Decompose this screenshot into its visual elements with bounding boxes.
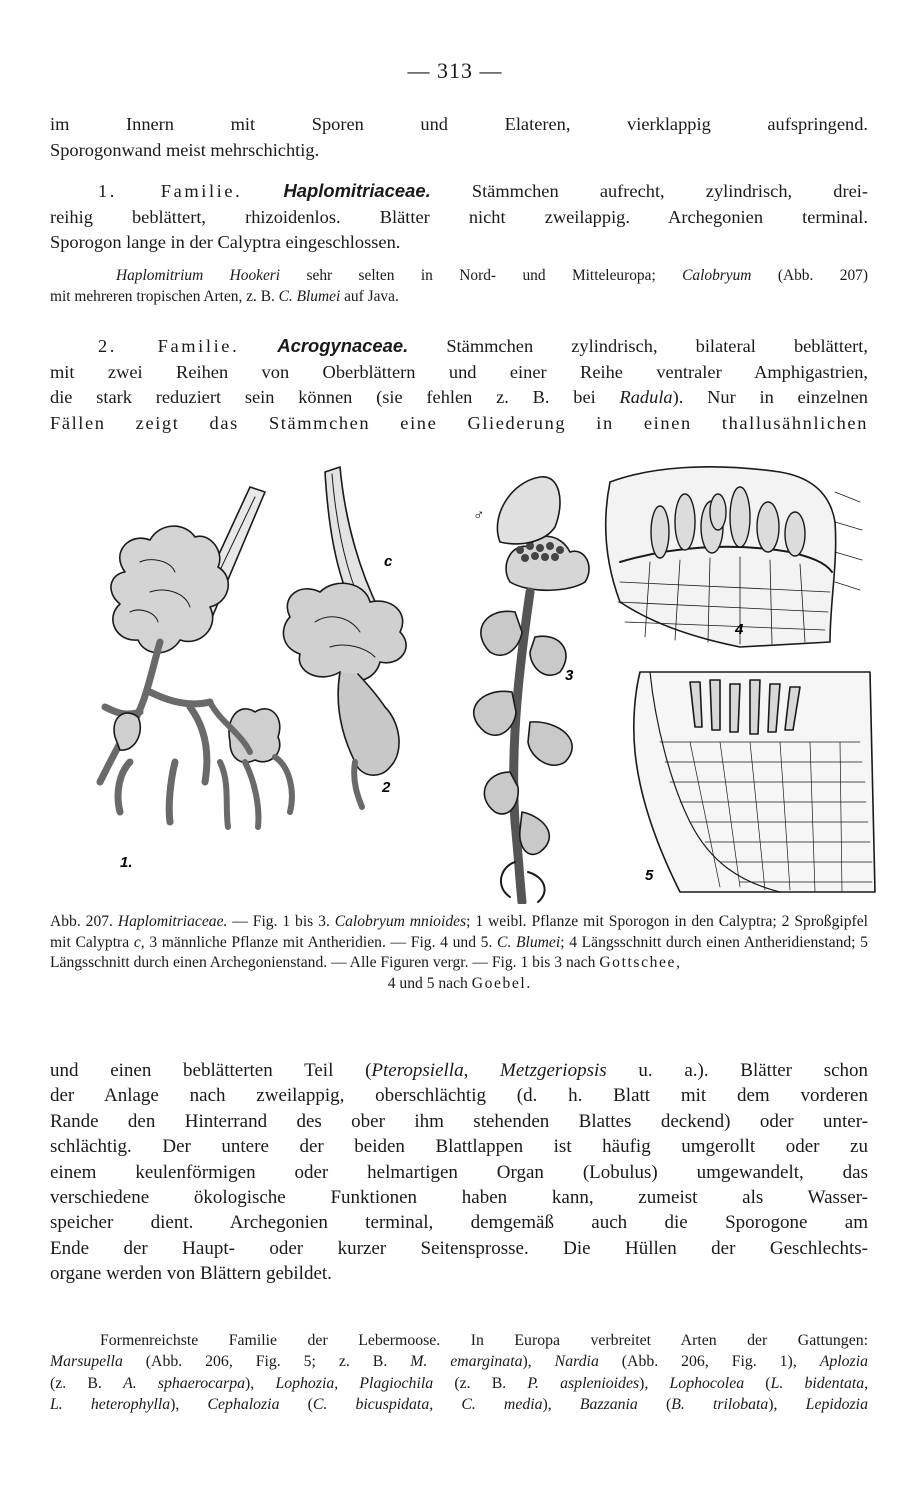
text-line: L. heterophylla), Cephalozia (C. bicuspidata, C. media), Bazzania (B. trilobata), Lepidozia bbox=[50, 1395, 868, 1413]
text-line: Sporogonwand meist mehrschichtig. bbox=[50, 139, 320, 160]
family-name: Haplomitriaceae. bbox=[283, 180, 431, 201]
label-fig-3: 3 bbox=[565, 667, 574, 684]
label-male-symbol: ♂ bbox=[472, 507, 484, 524]
text-line: Rande den Hinterrand des ober ihm stehenden Blattes deckend) oder unter- bbox=[50, 1110, 868, 1132]
family-label: 1. Familie. bbox=[98, 181, 243, 201]
text-line: schlächtig. Der untere der beiden Blattlappen ist häufig umgerollt oder zu bbox=[50, 1136, 868, 1158]
section-family-2 bbox=[50, 333, 868, 436]
text-line: (z. B. A. sphaerocarpa), Lophozia, Plagiochila (z. B. P. asplenioides), Lophocolea (L. bidentata, bbox=[50, 1374, 869, 1392]
figure-caption: Abb. 207. Haplomitriaceae. — Fig. 1 bis 3. Calobryum mnioides; 1 weibl. Pflanze mit Sporogon in den Calyptra; 2 Sproßgipfel mit Calyptra c, 3 männliche Pflanze mit Antheridien. — Fig. 4 und 5. C. Blumei; 4 Längsschnitt durch einen Antheridienstand; 5 Längsschnitt durch einen Archegonienstand. — Alle Figuren vergr. — Fig. 1 bis 3 nach Gottschee, 4 und 5 nach Goebel. bbox=[50, 913, 868, 992]
page-number: — 313 — bbox=[407, 58, 503, 83]
text-line: mit mehreren tropischen Arten, z. B. C. Blumei auf Java. bbox=[50, 287, 399, 305]
figure-abb-207 bbox=[90, 462, 880, 904]
label-fig-4: 4 bbox=[735, 621, 744, 638]
text-line: und einen beblätterten Teil (Pteropsiella, Metzgeriopsis u. a.). Blätter schon bbox=[50, 1060, 869, 1081]
text-line: Sporogon lange in der Calyptra eingeschlossen. bbox=[50, 232, 401, 253]
paragraph-sporogon bbox=[50, 112, 868, 163]
text-line: Ende der Haupt- oder kurzer Seitensprosse. Die Hüllen der Geschlechts- bbox=[50, 1237, 868, 1259]
label-fig-5: 5 bbox=[645, 867, 654, 884]
paragraph-leaves bbox=[50, 1058, 868, 1287]
text-line: die stark reduziert sein können (sie fehlen z. B. bei Radula). Nur in einzelnen bbox=[50, 387, 868, 408]
family-label: 2. Familie. bbox=[98, 336, 240, 356]
label-calyptra: c bbox=[384, 553, 393, 570]
note-family-1 bbox=[50, 266, 868, 307]
text-line: organe werden von Blättern gebildet. bbox=[50, 1263, 332, 1285]
label-fig-2: 2 bbox=[382, 779, 391, 796]
text-line: Haplomitrium Hookeri sehr selten in Nord- und Mitteleuropa; Calobryum (Abb. 207) bbox=[116, 267, 868, 284]
fig5-archegonia-section-illustration bbox=[634, 672, 875, 892]
text-line: Marsupella (Abb. 206, Fig. 5; z. B. M. emarginata), Nardia (Abb. 206, Fig. 1), Aplozia bbox=[50, 1353, 868, 1371]
text-line: 1. Familie. Haplomitriaceae. Stämmchen aufrecht, zylindrisch, drei- bbox=[98, 180, 868, 201]
label-fig-1: 1. bbox=[120, 854, 133, 871]
paragraph-genera bbox=[50, 1330, 868, 1415]
fig3-male-plant-illustration bbox=[474, 477, 589, 902]
section-family-1 bbox=[50, 178, 868, 256]
text-line: im Innern mit Sporen und Elateren, vierklappig aufspringend. bbox=[50, 114, 868, 134]
text-line: Fällen zeigt das Stämmchen eine Gliederung in einen thallusähnlichen bbox=[50, 412, 868, 433]
text-line: mit zwei Reihen von Oberblättern und einer Reihe ventraler Amphigastrien, bbox=[50, 361, 868, 382]
text-line: speicher dient. Archegonien terminal, demgemäß auch die Sporogone am bbox=[50, 1212, 868, 1234]
text-line: einem keulenförmigen oder helmartigen Organ (Lobulus) umgewandelt, das bbox=[50, 1161, 868, 1183]
text-line: Formenreichste Familie der Lebermoose. In Europa verbreitet Arten der Gattungen: bbox=[100, 1332, 868, 1349]
text-line: verschiedene ökologische Funktionen haben kann, zumeist als Wasser- bbox=[50, 1187, 868, 1209]
fig2-shoot-tip-illustration bbox=[283, 467, 406, 807]
text-line: reihig beblättert, rhizoidenlos. Blätter nicht zweilappig. Archegonien terminal. bbox=[50, 206, 868, 227]
text-line: der Anlage nach zweilappig, oberschlächtig (d. h. Blatt mit dem vorderen bbox=[50, 1085, 868, 1107]
fig1-female-plant-illustration bbox=[100, 487, 292, 827]
text-line: 2. Familie. Acrogynaceae. Stämmchen zylindrisch, bilateral beblättert, bbox=[98, 335, 868, 356]
family-name: Acrogynaceae. bbox=[277, 335, 409, 356]
fig4-antheridia-section-illustration bbox=[606, 467, 862, 647]
